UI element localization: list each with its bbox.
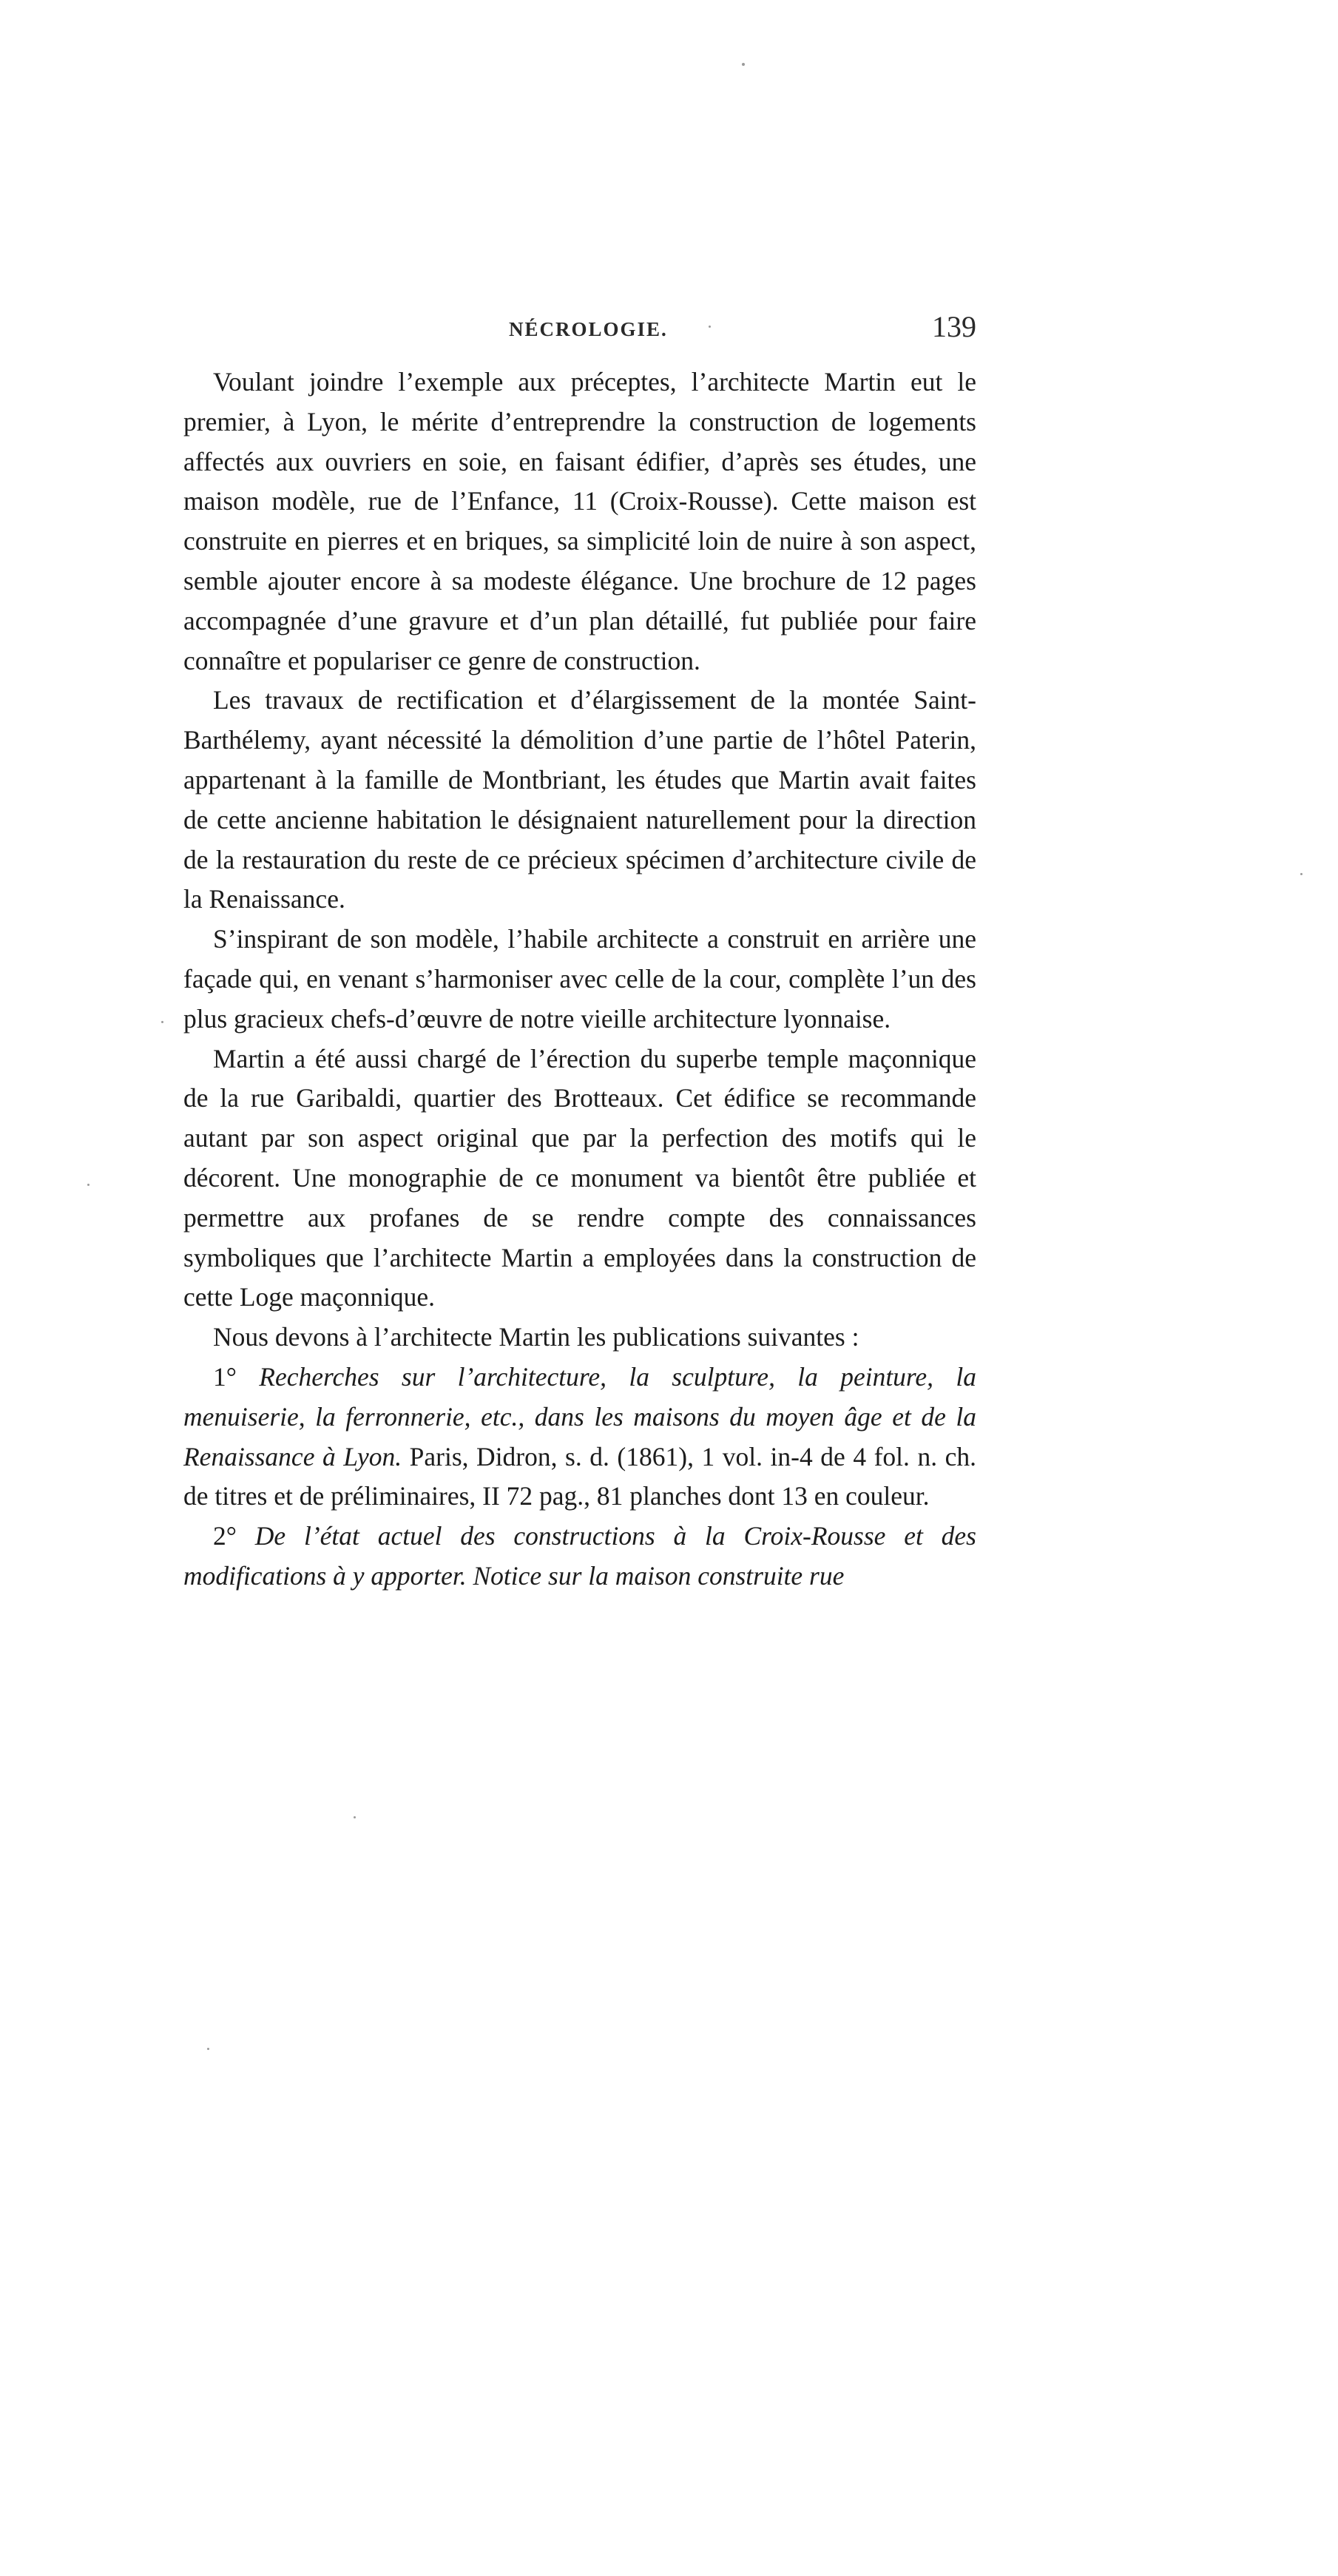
scan-speck: [354, 1816, 356, 1818]
scan-speck: [709, 326, 711, 328]
paragraph-publications-intro: Nous devons à l’architecte Martin les publications suivantes :: [213, 1322, 859, 1352]
paragraph-model-house: Voulant joindre l’exemple aux préceptes, l’architecte Martin eut le premier, à Lyon, le mérite d’entreprendre la construction de logements affectés aux ouvriers en soie, en faisant édifier, d’après ses études, une maison modèle, rue de l’Enfance, 11 (Croix-Rousse). Cette maison est construite en pierres et en briques, sa simplicité loin de nuire à son aspect, semble ajouter encore à sa modeste élégance. Une brochure de 12 pages accompagnée d’une gravure et d’un plan détaillé, fut publiée pour faire connaître et populariser ce genre de construction.: [183, 367, 976, 675]
publication-item-1: [183, 1358, 976, 1517]
publication-number: 2°: [213, 1521, 237, 1551]
paragraph-facade: S’inspirant de son modèle, l’habile architecte a construit en arrière une façade qui, en venant s’harmoniser avec celle de la cour, complète l’un des plus gracieux chefs-d’œuvre de notre vieille architecture lyonnaise.: [183, 924, 976, 1034]
paragraph-masonic-temple: Martin a été aussi chargé de l’érection du superbe temple maçonnique de la rue Garibaldi, quartier des Brotteaux. Cet édifice se recommande autant par son aspect original que par la perfection des motifs qui le décorent. Une monographie de ce monument va bientôt être publiée et permettre aux profanes de se rendre compte des connaissances symboliques que l’architecte Martin a employées dans la construction de cette Loge maçonnique.: [183, 1043, 976, 1312]
paragraph-hotel-paterin: Les travaux de rectification et d’élargissement de la montée Saint-Barthélemy, ayant nécessité la démolition d’une partie de l’hôtel Paterin, appartenant à la famille de Montbriant, les études que Martin avait faites de cette ancienne habitation le désignaient naturellement pour la direction de la restauration du reste de ce précieux spécimen d’architecture civile de la Renaissance.: [183, 685, 976, 914]
scan-speck: [1300, 873, 1302, 875]
publication-details: Paris, Didron, s. d. (1861), 1 vol. in-4 de 4 fol. n. ch. de titres et de préliminaires, II 72 pag., 81 planches dont 13 en couleur.: [183, 1441, 977, 1511]
book-page: [183, 309, 976, 1596]
running-head-title: NÉCROLOGIE.: [509, 318, 668, 340]
publication-item-2: [183, 1517, 976, 1596]
scan-speck: [87, 1184, 89, 1186]
body-text: [183, 363, 976, 1596]
publication-title: Recherches sur l’architecture, la sculpture, la peinture, la menuiserie, la ferronnerie, etc., dans les maisons du moyen âge et de la Renaissance à Lyon.: [183, 1361, 976, 1471]
running-head: [183, 309, 976, 354]
scan-speck: [207, 2048, 209, 2050]
page-number: 139: [932, 310, 976, 343]
scan-speck: [742, 63, 745, 66]
publication-number: 1°: [213, 1361, 237, 1392]
scan-speck: [161, 1021, 163, 1023]
publication-title: De l’état actuel des constructions à la Croix-Rousse et des modifications à y apporter. Notice sur la maison construite rue: [183, 1521, 976, 1591]
